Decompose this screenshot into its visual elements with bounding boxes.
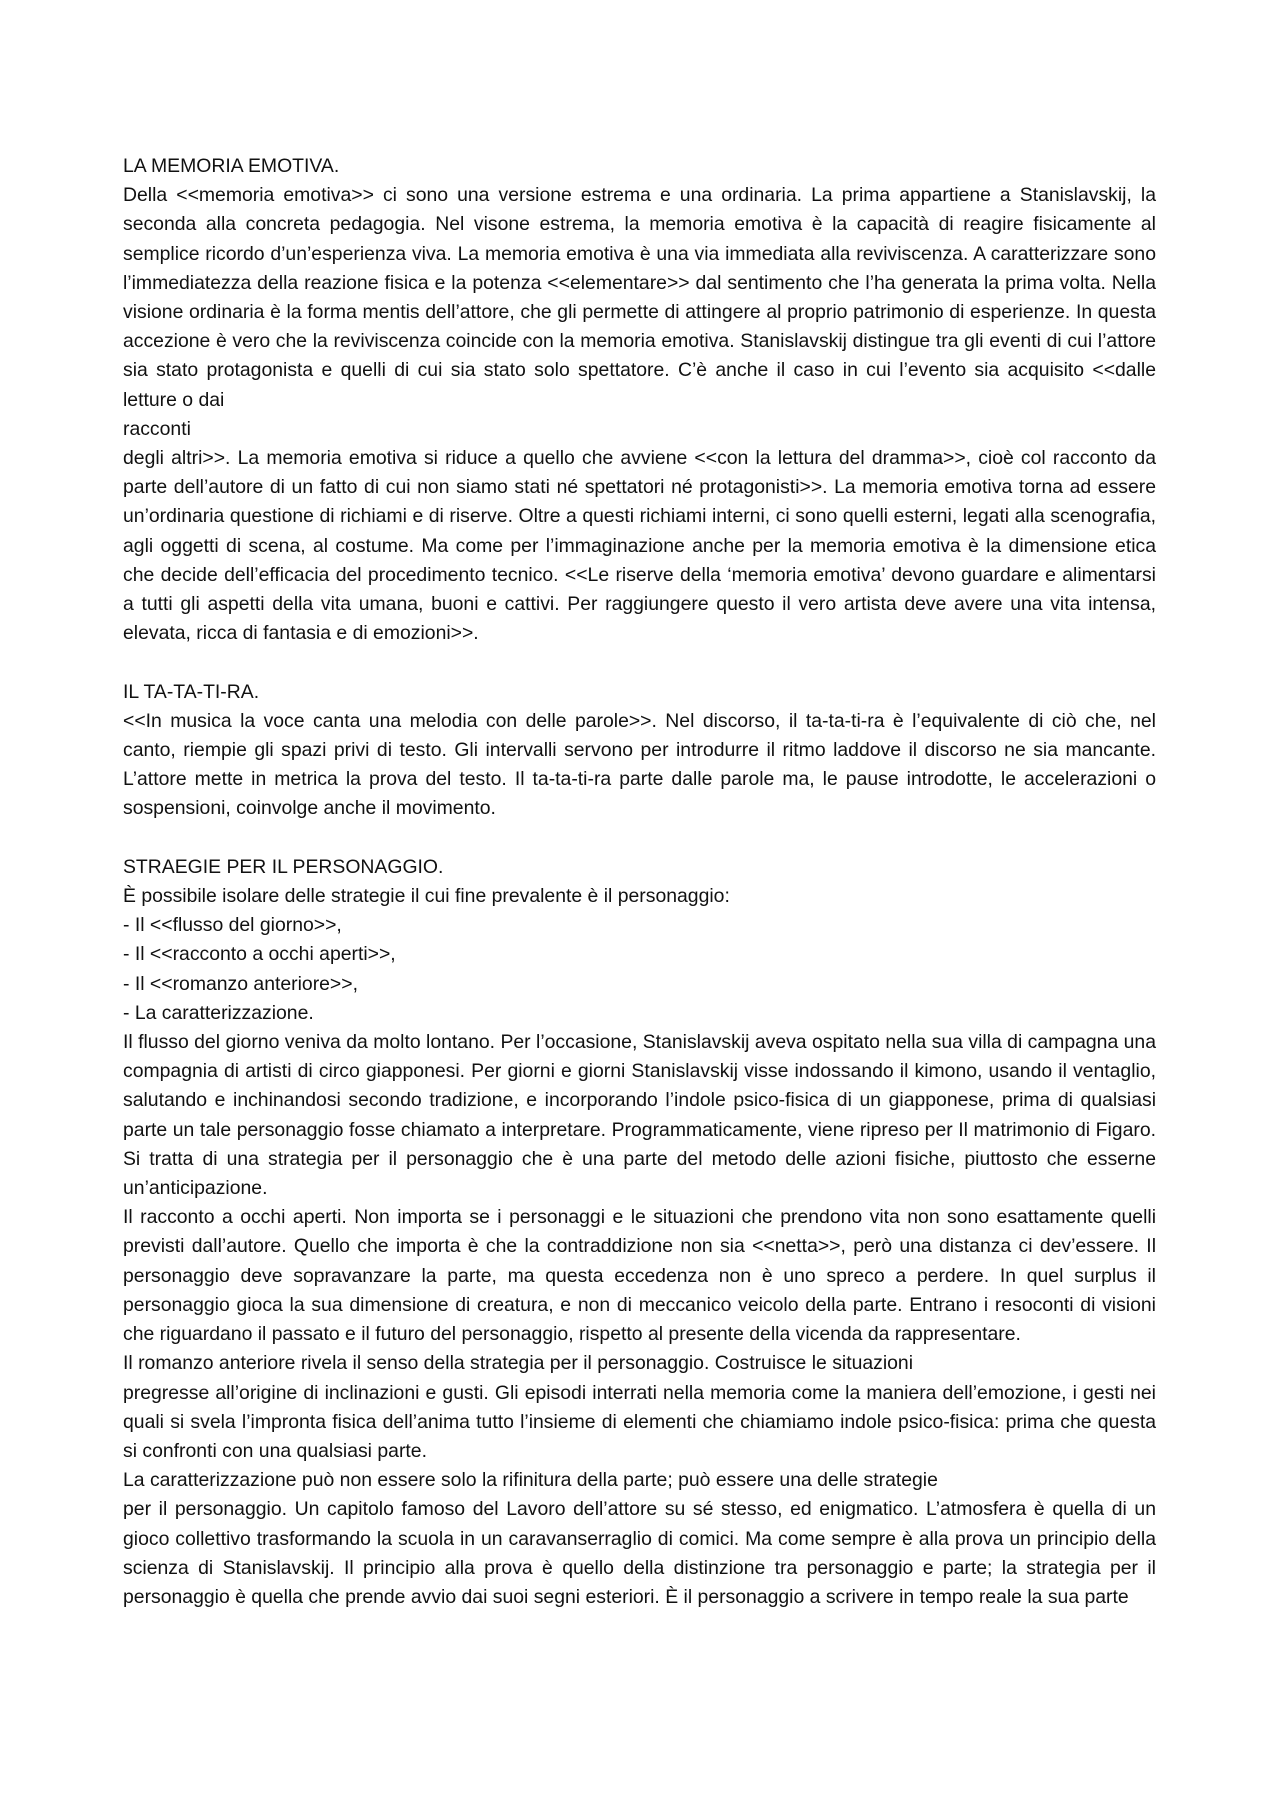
spacer [123, 824, 1156, 853]
paragraph-memoria-1-end: racconti [123, 417, 191, 440]
paragraph-racconto: Il racconto a occhi aperti. Non importa se i personaggi e le situazioni che prendono vita non sono esattamente quelli previsti dall’autore. Quello che importa è che la contraddizione non sia <<netta>>, però una distanza ci dev’essere. Il personaggio deve sopravanzare la parte, ma questa eccedenza non è uno spreco a perdere. In quel surplus il personaggio gioca la sua dimensione di creatura, e non di meccanico veicolo della parte. Entrano i resoconti di visioni che riguardano il passato e il futuro del personaggio, rispetto al presente della vicenda da rappresentare. [123, 1206, 1156, 1346]
paragraph-romanzo-start: Il romanzo anteriore rivela il senso della strategia per il personaggio. Costruisce le situazioni [123, 1352, 914, 1375]
paragraph-romanzo: pregresse all’origine di inclinazioni e gusti. Gli episodi interrati nella memoria come la maniera dell’emozione, i gesti nei quali si svela l’impronta fisica dell’anima tutto l’insieme di elementi che chiamiamo indole psico-fisica: prima che questa si confronti con una qualsiasi parte. [123, 1381, 1156, 1462]
paragraph-memoria-2: degli altri>>. La memoria emotiva si riduce a quello che avviene <<con la lettura del dramma>>, cioè col racconto da parte dell’autore di un fatto di cui non siamo stati né spettatori né protagonisti>>. La memoria emotiva torna ad essere un’ordinaria questione di richiami e di riserve. Oltre a questi richiami interni, ci sono quelli esterni, legati alla scenografia, agli oggetti di scena, al costume. Ma come per l’immaginazione anche per la memoria emotiva è la dimensione etica che decide dell’efficacia del procedimento tecnico. <<Le riserve della ‘memoria emotiva’ devono guardare e alimentarsi a tutti gli aspetti della vita umana, buoni e cattivi. Per raggiungere questo il vero artista deve avere una vita intensa, elevata, ricca di fantasia e di emozioni>>. [123, 447, 1156, 645]
paragraph-flusso: Il flusso del giorno veniva da molto lontano. Per l’occasione, Stanislavskij aveva ospitato nella sua villa di campagna una compagnia di artisti di circo giapponesi. Per giorni e giorni Stanislavskij visse indossando il kimono, usando il ventaglio, salutando e inchinandosi secondo tradizione, e incorporando l’indole psico-fisica di un giapponese, prima di qualsiasi parte un tale personaggio fosse chiamato a interpretare. Programmaticamente, viene ripreso per Il matrimonio di Figaro. Si tratta di una strategia per il personaggio che è una parte del metodo delle azioni fisiche, piuttosto che esserne un’anticipazione. [123, 1031, 1156, 1200]
list-item: - Il <<racconto a occhi aperti>>, [123, 943, 396, 966]
paragraph-caratterizzazione: per il personaggio. Un capitolo famoso del Lavoro dell’attore su sé stesso, ed enigmatico. L’atmosfera è quella di un gioco collettivo trasformando la scuola in un caravanserraglio di comici. Ma come sempre è alla prova un principio della scienza di Stanislavskij. Il principio alla prova è quello della distinzione tra personaggio e parte; la strategia per il personaggio è quella che prende avvio dai suoi segni esteriori. È il personaggio a scrivere in tempo reale la sua parte [123, 1498, 1156, 1608]
list-item: - Il <<romanzo anteriore>>, [123, 972, 358, 995]
paragraph-tatatira: <<In musica la voce canta una melodia con delle parole>>. Nel discorso, il ta-ta-ti-ra è l’equivalente di ciò che, nel canto, riempie gli spazi privi di testo. Gli intervalli servono per introdurre il ritmo laddove il discorso ne sia mancante. L’attore mette in metrica la prova del testo. Il ta-ta-ti-ra parte dalle parole ma, le pause introdotte, le accelerazioni o sospensioni, coinvolge anche il movimento. [123, 709, 1156, 820]
list-item: - La caratterizzazione. [123, 1001, 314, 1024]
section-title-tatatira: IL TA-TA-TI-RA. [123, 680, 260, 703]
spacer [123, 648, 1156, 677]
paragraph-caratterizzazione-start: La caratterizzazione può non essere solo la rifinitura della parte; può essere una delle strategie [123, 1469, 938, 1492]
document-page [123, 152, 1156, 1612]
section-title-strategie: STRAEGIE PER IL PERSONAGGIO. [123, 855, 444, 878]
paragraph-memoria-1: Della <<memoria emotiva>> ci sono una versione estrema e una ordinaria. La prima appartiene a Stanislavskij, la seconda alla concreta pedagogia. Nel visone estrema, la memoria emotiva è la capacità di reagire fisicamente al semplice ricordo d’un’esperienza viva. La memoria emotiva è una via immediata alla reviviscenza. A caratterizzare sono l’immediatezza della reazione fisica e la potenza <<elementare>> dal sentimento che l’ha generata la prima volta. Nella visione ordinaria è la forma mentis dell’attore, che gli permette di attingere al proprio patrimonio di esperienze. In questa accezione è vero che la reviviscenza coincide con la memoria emotiva. Stanislavskij distingue tra gli eventi di cui l’attore sia stato protagonista e quelli di cui sia stato solo spettatore. C’è anche il caso in cui l’evento sia acquisito <<dalle letture o dai [123, 184, 1156, 411]
section-title-memoria: LA MEMORIA EMOTIVA. [123, 155, 340, 177]
paragraph-strategie-intro: È possibile isolare delle strategie il cui fine prevalente è il personaggio: [123, 885, 730, 908]
list-item: - Il <<flusso del giorno>>, [123, 914, 342, 937]
